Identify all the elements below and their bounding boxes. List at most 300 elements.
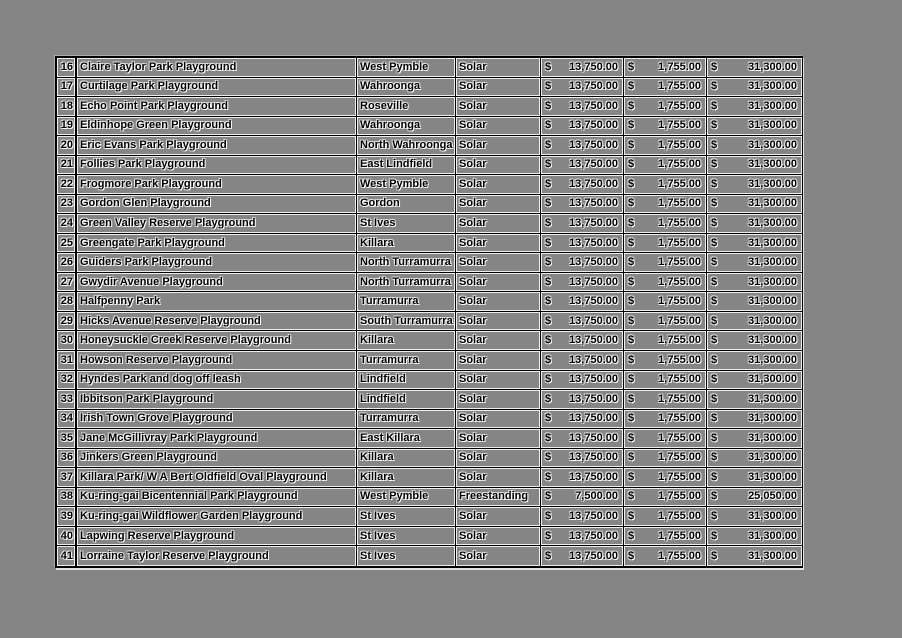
shade-type-cell[interactable]: Solar: [456, 351, 541, 371]
shade-type-cell[interactable]: Solar: [456, 253, 541, 273]
cost-cell-1[interactable]: [541, 214, 624, 234]
table-row: [57, 136, 801, 156]
cost-cell-1[interactable]: [541, 546, 624, 566]
currency-symbol: $: [711, 295, 718, 308]
shade-type-cell[interactable]: Solar: [456, 527, 541, 547]
shade-type-cell[interactable]: Solar: [456, 214, 541, 234]
currency-symbol: $: [545, 549, 552, 562]
cost-cell-2[interactable]: [624, 195, 707, 215]
playground-name-cell[interactable]: Hyndes Park and dog off leash: [77, 371, 357, 391]
cost-cell-1[interactable]: [541, 429, 624, 449]
cost-cell-2[interactable]: [624, 175, 707, 195]
shade-type-cell[interactable]: Solar: [456, 410, 541, 430]
row-number-cell[interactable]: 33: [57, 390, 77, 410]
amount-value: 31,300.00: [748, 275, 797, 288]
table-row: [57, 253, 801, 273]
amount-value: 31,300.00: [748, 217, 797, 230]
suburb-cell[interactable]: Killara: [357, 468, 456, 488]
amount-value: 13,750.00: [569, 549, 618, 562]
cost-cell-2[interactable]: [624, 546, 707, 566]
row-number-cell[interactable]: 23: [57, 195, 77, 215]
suburb-cell[interactable]: Killara: [357, 331, 456, 351]
shade-type-cell[interactable]: Solar: [456, 371, 541, 391]
cost-cell-1[interactable]: [541, 488, 624, 508]
row-number-cell[interactable]: 35: [57, 429, 77, 449]
cost-cell-1[interactable]: [541, 273, 624, 293]
shade-type-cell[interactable]: Solar: [456, 97, 541, 117]
amount-value: 31,300.00: [748, 236, 797, 249]
amount-value: 31,300.00: [748, 80, 797, 93]
playground-name-cell[interactable]: Follies Park Playground: [77, 156, 357, 176]
playground-name-cell[interactable]: Hicks Avenue Reserve Playground: [77, 312, 357, 332]
row-number-cell[interactable]: 29: [57, 312, 77, 332]
suburb-cell[interactable]: North Wahroonga: [357, 136, 456, 156]
suburb-cell[interactable]: East Killara: [357, 429, 456, 449]
cost-cell-2[interactable]: [624, 371, 707, 391]
playground-name-cell[interactable]: Jinkers Green Playground: [77, 449, 357, 469]
currency-symbol: $: [545, 509, 552, 522]
playground-name-cell[interactable]: Gwydir Avenue Playground: [77, 273, 357, 293]
cost-cell-3[interactable]: [707, 273, 802, 293]
playground-name-cell[interactable]: Guiders Park Playground: [77, 253, 357, 273]
amount-value: 13,750.00: [569, 392, 618, 405]
cost-cell-2[interactable]: [624, 214, 707, 234]
shade-type-cell[interactable]: Solar: [456, 390, 541, 410]
cost-cell-1[interactable]: [541, 351, 624, 371]
amount-value: 31,300.00: [748, 373, 797, 386]
shade-type-cell[interactable]: Solar: [456, 429, 541, 449]
cost-cell-3[interactable]: [707, 214, 802, 234]
table-row: [57, 97, 801, 117]
table-row: [57, 331, 801, 351]
cost-cell-1[interactable]: [541, 371, 624, 391]
row-number-cell[interactable]: 16: [57, 58, 77, 78]
currency-symbol: $: [628, 373, 635, 386]
table-row: [57, 175, 801, 195]
suburb-cell[interactable]: West Pymble: [357, 175, 456, 195]
currency-symbol: $: [628, 314, 635, 327]
playground-name-cell[interactable]: Jane McGillivray Park Playground: [77, 429, 357, 449]
playground-name-cell[interactable]: Lapwing Reserve Playground: [77, 527, 357, 547]
currency-symbol: $: [545, 334, 552, 347]
cost-cell-3[interactable]: [707, 371, 802, 391]
cost-cell-2[interactable]: [624, 390, 707, 410]
table-row: [57, 410, 801, 430]
row-number-cell[interactable]: 17: [57, 78, 77, 98]
row-number-cell[interactable]: 24: [57, 214, 77, 234]
currency-symbol: $: [711, 60, 718, 73]
suburb-cell[interactable]: St Ives: [357, 527, 456, 547]
playground-name-cell[interactable]: Green Valley Reserve Playground: [77, 214, 357, 234]
amount-value: 13,750.00: [569, 412, 618, 425]
cost-cell-2[interactable]: [624, 253, 707, 273]
cost-cell-1[interactable]: [541, 468, 624, 488]
currency-symbol: $: [628, 392, 635, 405]
amount-value: 1,755.00: [658, 412, 701, 425]
suburb-cell[interactable]: East Lindfield: [357, 156, 456, 176]
suburb-cell[interactable]: St Ives: [357, 214, 456, 234]
row-number-cell[interactable]: 37: [57, 468, 77, 488]
cost-cell-1[interactable]: [541, 58, 624, 78]
currency-symbol: $: [545, 373, 552, 386]
cost-cell-3[interactable]: [707, 58, 802, 78]
playground-name-cell[interactable]: Frogmore Park Playground: [77, 175, 357, 195]
cost-cell-3[interactable]: [707, 312, 802, 332]
suburb-cell[interactable]: North Turramurra: [357, 253, 456, 273]
cost-cell-3[interactable]: [707, 195, 802, 215]
row-number-cell[interactable]: 38: [57, 488, 77, 508]
cost-cell-1[interactable]: [541, 253, 624, 273]
cost-cell-1[interactable]: [541, 449, 624, 469]
currency-symbol: $: [711, 158, 718, 171]
currency-symbol: $: [628, 353, 635, 366]
cost-cell-2[interactable]: [624, 331, 707, 351]
row-number-cell[interactable]: 26: [57, 253, 77, 273]
table-row: [57, 195, 801, 215]
cost-cell-1[interactable]: [541, 507, 624, 527]
cost-cell-2[interactable]: [624, 488, 707, 508]
table-row: [57, 312, 801, 332]
row-number-cell[interactable]: 25: [57, 234, 77, 254]
amount-value: 13,750.00: [569, 177, 618, 190]
currency-symbol: $: [628, 451, 635, 464]
cost-cell-2[interactable]: [624, 292, 707, 312]
currency-symbol: $: [628, 80, 635, 93]
currency-symbol: $: [628, 470, 635, 483]
cost-cell-3[interactable]: [707, 234, 802, 254]
playground-name-cell[interactable]: Eldinhope Green Playground: [77, 117, 357, 137]
amount-value: 1,755.00: [658, 80, 701, 93]
cost-cell-3[interactable]: [707, 156, 802, 176]
cost-cell-1[interactable]: [541, 97, 624, 117]
row-number-cell[interactable]: 40: [57, 527, 77, 547]
currency-symbol: $: [545, 431, 552, 444]
cost-cell-1[interactable]: [541, 78, 624, 98]
currency-symbol: $: [545, 451, 552, 464]
cost-cell-3[interactable]: [707, 136, 802, 156]
cost-cell-1[interactable]: [541, 390, 624, 410]
playground-name-cell[interactable]: Ibbitson Park Playground: [77, 390, 357, 410]
shade-type-cell[interactable]: Solar: [456, 546, 541, 566]
shade-type-cell[interactable]: Solar: [456, 78, 541, 98]
currency-symbol: $: [545, 275, 552, 288]
amount-value: 13,750.00: [569, 431, 618, 444]
amount-value: 31,300.00: [748, 256, 797, 269]
amount-value: 13,750.00: [569, 158, 618, 171]
shade-type-cell[interactable]: Solar: [456, 449, 541, 469]
suburb-cell[interactable]: Killara: [357, 234, 456, 254]
table-row: [57, 488, 801, 508]
amount-value: 1,755.00: [658, 275, 701, 288]
suburb-cell[interactable]: Turramurra: [357, 410, 456, 430]
row-number-cell[interactable]: 34: [57, 410, 77, 430]
cost-cell-3[interactable]: [707, 97, 802, 117]
row-number-cell[interactable]: 32: [57, 371, 77, 391]
row-number-cell[interactable]: 20: [57, 136, 77, 156]
currency-symbol: $: [711, 197, 718, 210]
spreadsheet-table: [55, 56, 803, 568]
cost-cell-3[interactable]: [707, 117, 802, 137]
currency-symbol: $: [711, 256, 718, 269]
cost-cell-3[interactable]: [707, 546, 802, 566]
amount-value: 31,300.00: [748, 177, 797, 190]
amount-value: 13,750.00: [569, 80, 618, 93]
currency-symbol: $: [628, 549, 635, 562]
suburb-cell[interactable]: West Pymble: [357, 58, 456, 78]
cost-cell-2[interactable]: [624, 527, 707, 547]
shade-type-cell[interactable]: Solar: [456, 292, 541, 312]
row-number-cell[interactable]: 39: [57, 507, 77, 527]
suburb-cell[interactable]: St Ives: [357, 546, 456, 566]
suburb-cell[interactable]: North Turramurra: [357, 273, 456, 293]
amount-value: 31,300.00: [748, 509, 797, 522]
table-row: [57, 292, 801, 312]
table-row: [57, 58, 801, 78]
cost-cell-1[interactable]: [541, 410, 624, 430]
playground-name-cell[interactable]: Claire Taylor Park Playground: [77, 58, 357, 78]
playground-name-cell[interactable]: Honeysuckle Creek Reserve Playground: [77, 331, 357, 351]
suburb-cell[interactable]: Roseville: [357, 97, 456, 117]
suburb-cell[interactable]: Wahroonga: [357, 117, 456, 137]
amount-value: 1,755.00: [658, 490, 701, 503]
cost-cell-3[interactable]: [707, 488, 802, 508]
amount-value: 31,300.00: [748, 470, 797, 483]
row-number-cell[interactable]: 28: [57, 292, 77, 312]
cost-cell-3[interactable]: [707, 449, 802, 469]
amount-value: 13,750.00: [569, 256, 618, 269]
currency-symbol: $: [628, 177, 635, 190]
shade-type-cell[interactable]: Solar: [456, 234, 541, 254]
cost-cell-3[interactable]: [707, 331, 802, 351]
playground-name-cell[interactable]: Howson Reserve Playground: [77, 351, 357, 371]
amount-value: 31,300.00: [748, 451, 797, 464]
amount-value: 31,300.00: [748, 197, 797, 210]
row-number-cell[interactable]: 41: [57, 546, 77, 566]
suburb-cell[interactable]: Turramurra: [357, 351, 456, 371]
cost-cell-3[interactable]: [707, 351, 802, 371]
currency-symbol: $: [545, 490, 552, 503]
cost-cell-3[interactable]: [707, 292, 802, 312]
currency-symbol: $: [545, 158, 552, 171]
currency-symbol: $: [711, 373, 718, 386]
cost-cell-1[interactable]: [541, 527, 624, 547]
table-row: [57, 390, 801, 410]
cost-cell-2[interactable]: [624, 351, 707, 371]
currency-symbol: $: [545, 60, 552, 73]
playground-name-cell[interactable]: Curtilage Park Playground: [77, 78, 357, 98]
row-number-cell[interactable]: 18: [57, 97, 77, 117]
playground-name-cell[interactable]: Greengate Park Playground: [77, 234, 357, 254]
cost-cell-2[interactable]: [624, 136, 707, 156]
currency-symbol: $: [628, 334, 635, 347]
cost-cell-3[interactable]: [707, 175, 802, 195]
row-number-cell[interactable]: 36: [57, 449, 77, 469]
shade-type-cell[interactable]: Solar: [456, 507, 541, 527]
currency-symbol: $: [711, 138, 718, 151]
cost-cell-1[interactable]: [541, 175, 624, 195]
currency-symbol: $: [628, 490, 635, 503]
table-row: [57, 468, 801, 488]
cost-cell-2[interactable]: [624, 449, 707, 469]
shade-type-cell[interactable]: Solar: [456, 175, 541, 195]
cost-cell-1[interactable]: [541, 331, 624, 351]
playground-name-cell[interactable]: Irish Town Grove Playground: [77, 410, 357, 430]
cost-cell-2[interactable]: [624, 156, 707, 176]
row-number-cell[interactable]: 31: [57, 351, 77, 371]
currency-symbol: $: [628, 275, 635, 288]
cost-cell-2[interactable]: [624, 410, 707, 430]
amount-value: 31,300.00: [748, 314, 797, 327]
cost-cell-2[interactable]: [624, 78, 707, 98]
currency-symbol: $: [628, 119, 635, 132]
amount-value: 1,755.00: [658, 431, 701, 444]
playground-name-cell[interactable]: Ku-ring-gai Wildflower Garden Playground: [77, 507, 357, 527]
cost-cell-1[interactable]: [541, 195, 624, 215]
currency-symbol: $: [711, 490, 718, 503]
amount-value: 31,300.00: [748, 138, 797, 151]
amount-value: 13,750.00: [569, 236, 618, 249]
amount-value: 13,750.00: [569, 99, 618, 112]
currency-symbol: $: [545, 197, 552, 210]
shade-type-cell[interactable]: Solar: [456, 117, 541, 137]
cost-cell-2[interactable]: [624, 273, 707, 293]
currency-symbol: $: [545, 119, 552, 132]
amount-value: 1,755.00: [658, 470, 701, 483]
currency-symbol: $: [545, 353, 552, 366]
shade-type-cell[interactable]: Solar: [456, 312, 541, 332]
playground-name-cell[interactable]: Killara Park/ W A Bert Oldfield Oval Playground: [77, 468, 357, 488]
row-number-cell[interactable]: 30: [57, 331, 77, 351]
shade-type-cell[interactable]: Solar: [456, 273, 541, 293]
table-row: [57, 371, 801, 391]
amount-value: 1,755.00: [658, 549, 701, 562]
amount-value: 13,750.00: [569, 60, 618, 73]
suburb-cell[interactable]: Wahroonga: [357, 78, 456, 98]
amount-value: 13,750.00: [569, 334, 618, 347]
cost-cell-3[interactable]: [707, 410, 802, 430]
table-row: [57, 546, 801, 566]
cost-cell-1[interactable]: [541, 292, 624, 312]
cost-cell-1[interactable]: [541, 234, 624, 254]
suburb-cell[interactable]: Lindfield: [357, 390, 456, 410]
currency-symbol: $: [545, 99, 552, 112]
suburb-cell[interactable]: St Ives: [357, 507, 456, 527]
row-number-cell[interactable]: 22: [57, 175, 77, 195]
cost-cell-2[interactable]: [624, 58, 707, 78]
currency-symbol: $: [628, 138, 635, 151]
currency-symbol: $: [545, 236, 552, 249]
cost-cell-3[interactable]: [707, 253, 802, 273]
currency-symbol: $: [628, 529, 635, 542]
shade-type-cell[interactable]: Solar: [456, 58, 541, 78]
amount-value: 31,300.00: [748, 295, 797, 308]
cost-cell-1[interactable]: [541, 312, 624, 332]
shade-type-cell[interactable]: Solar: [456, 195, 541, 215]
playground-name-cell[interactable]: Eric Evans Park Playground: [77, 136, 357, 156]
currency-symbol: $: [628, 217, 635, 230]
shade-type-cell[interactable]: Solar: [456, 331, 541, 351]
amount-value: 31,300.00: [748, 119, 797, 132]
amount-value: 31,300.00: [748, 158, 797, 171]
amount-value: 13,750.00: [569, 509, 618, 522]
shade-type-cell[interactable]: Solar: [456, 468, 541, 488]
playground-name-cell[interactable]: Lorraine Taylor Reserve Playground: [77, 546, 357, 566]
cost-cell-3[interactable]: [707, 429, 802, 449]
playground-name-cell[interactable]: Gordon Glen Playground: [77, 195, 357, 215]
currency-symbol: $: [711, 314, 718, 327]
playground-name-cell[interactable]: Ku-ring-gai Bicentennial Park Playground: [77, 488, 357, 508]
table-row: [57, 117, 801, 137]
cost-cell-1[interactable]: [541, 136, 624, 156]
playground-name-cell[interactable]: Halfpenny Park: [77, 292, 357, 312]
suburb-cell[interactable]: Killara: [357, 449, 456, 469]
suburb-cell[interactable]: Gordon: [357, 195, 456, 215]
amount-value: 1,755.00: [658, 119, 701, 132]
currency-symbol: $: [711, 549, 718, 562]
amount-value: 1,755.00: [658, 60, 701, 73]
table-row: [57, 527, 801, 547]
amount-value: 31,300.00: [748, 549, 797, 562]
currency-symbol: $: [628, 256, 635, 269]
currency-symbol: $: [711, 470, 718, 483]
suburb-cell[interactable]: Turramurra: [357, 292, 456, 312]
amount-value: 1,755.00: [658, 197, 701, 210]
row-number-cell[interactable]: 27: [57, 273, 77, 293]
currency-symbol: $: [711, 334, 718, 347]
shade-type-cell[interactable]: Solar: [456, 156, 541, 176]
currency-symbol: $: [545, 177, 552, 190]
cost-cell-3[interactable]: [707, 507, 802, 527]
shade-type-cell[interactable]: Solar: [456, 136, 541, 156]
currency-symbol: $: [545, 80, 552, 93]
currency-symbol: $: [545, 295, 552, 308]
cost-cell-2[interactable]: [624, 507, 707, 527]
currency-symbol: $: [711, 275, 718, 288]
cost-cell-1[interactable]: [541, 117, 624, 137]
cost-cell-2[interactable]: [624, 97, 707, 117]
cost-cell-3[interactable]: [707, 468, 802, 488]
cost-cell-3[interactable]: [707, 390, 802, 410]
amount-value: 31,300.00: [748, 392, 797, 405]
cost-cell-3[interactable]: [707, 78, 802, 98]
currency-symbol: $: [711, 353, 718, 366]
cost-cell-2[interactable]: [624, 429, 707, 449]
currency-symbol: $: [628, 60, 635, 73]
amount-value: 31,300.00: [748, 431, 797, 444]
shade-type-cell[interactable]: Freestanding: [456, 488, 541, 508]
amount-value: 31,300.00: [748, 334, 797, 347]
amount-value: 13,750.00: [569, 197, 618, 210]
currency-symbol: $: [628, 99, 635, 112]
amount-value: 1,755.00: [658, 138, 701, 151]
cost-cell-2[interactable]: [624, 468, 707, 488]
amount-value: 31,300.00: [748, 353, 797, 366]
row-number-cell[interactable]: 21: [57, 156, 77, 176]
currency-symbol: $: [545, 314, 552, 327]
cost-cell-1[interactable]: [541, 156, 624, 176]
suburb-cell[interactable]: South Turramurra: [357, 312, 456, 332]
cost-cell-2[interactable]: [624, 117, 707, 137]
suburb-cell[interactable]: West Pymble: [357, 488, 456, 508]
cost-cell-2[interactable]: [624, 312, 707, 332]
row-number-cell[interactable]: 19: [57, 117, 77, 137]
playground-name-cell[interactable]: Echo Point Park Playground: [77, 97, 357, 117]
amount-value: 31,300.00: [748, 99, 797, 112]
suburb-cell[interactable]: Lindfield: [357, 371, 456, 391]
cost-cell-2[interactable]: [624, 234, 707, 254]
cost-cell-3[interactable]: [707, 527, 802, 547]
amount-value: 1,755.00: [658, 99, 701, 112]
